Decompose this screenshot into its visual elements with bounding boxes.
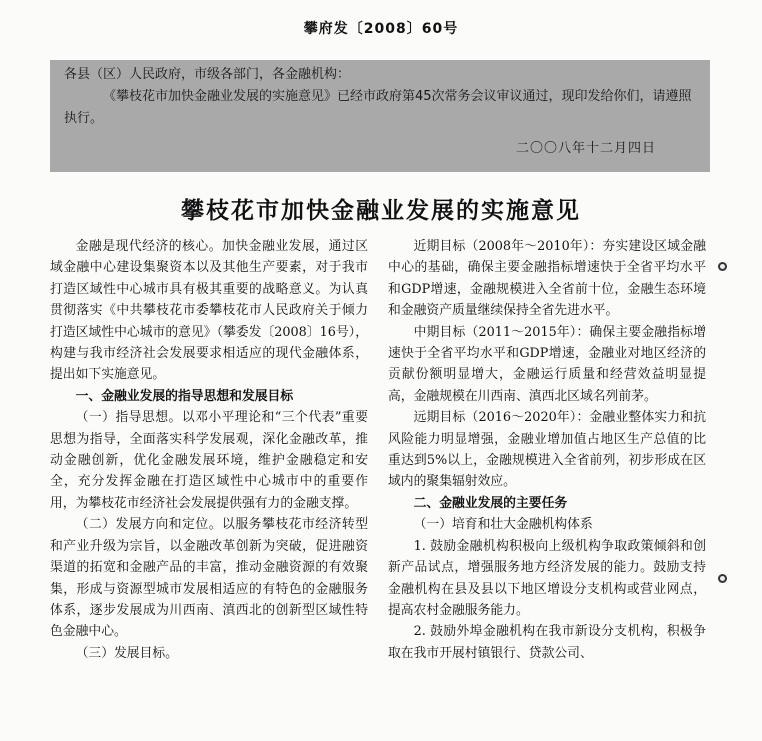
guiding-ideology-paragraph: （一）指导思想。以邓小平理论和“三个代表”重要思想为指导，全面落实科学发展观，深化金融改革，推动金融创新，优化金融发展环境，维护金融稳定和安全，充分发挥金融在打造区域性中心城市中的重要作用，为攀枝花市经济社会发展提供强有力的金融支撑。	[50, 410, 368, 511]
right-column	[388, 236, 706, 664]
notice-date: 二〇〇八年十二月四日	[515, 141, 656, 156]
section-heading-2: 二、金融业发展的主要任务	[413, 495, 568, 511]
direction-paragraph: （二）发展方向和定位。以服务攀枝花市经济转型和产业升级为宗旨，以金融改革创新为突破，促进融资渠道的拓宽和金融产品的丰富，推动金融资源的有效聚集，形成与资源型城市发展相适应的有特色的金融服务体系，逐步发展成为川西南、滇西北的创新型区域性特色金融中心。	[50, 517, 368, 640]
mid-term-goal-paragraph: 中期目标（2011～2015年）：确保主要金融指标增速快于全省平均水平和GDP增速，金融业对地区经济的贡献份额明显增大，金融运行质量和经营效益明显提高，金融规模在川西南、滇西北区域名列前茅。	[388, 324, 706, 404]
notice-body: 《攀枝花市加快金融业发展的实施意见》已经市政府第45次常务会议审议通过，现印发给你们，请遵照执行。	[64, 89, 692, 126]
section-heading-1: 一、金融业发展的指导思想和发展目标	[75, 388, 294, 404]
task-item-2: 2. 鼓励外埠金融机构在我市新设分支机构，积极争取在我市开展村镇银行、贷款公司、	[388, 624, 706, 661]
document-number: 攀府发〔2008〕60号	[303, 21, 459, 37]
notice-greeting: 各县（区）人民政府，市级各部门，各金融机构：	[64, 67, 351, 82]
sub-heading: （一）培育和壮大金融机构体系	[413, 517, 593, 533]
task-item-1: 1. 鼓励金融机构积极向上级机构争取政策倾斜和创新产品试点，增强服务地方经济发展的能力。鼓励支持金融机构在县及县以下地区增设分支机构或营业网点，提高农村金融服务能力。	[388, 538, 706, 618]
left-column	[50, 236, 368, 664]
binding-hole-mark	[718, 574, 727, 583]
notice-box	[50, 60, 710, 172]
document-title: 攀枝花市加快金融业发展的实施意见	[181, 198, 581, 224]
binding-hole-mark	[718, 262, 727, 271]
long-term-goal-paragraph: 远期目标（2016～2020年）：金融业整体实力和抗风险能力明显增强，金融业增加值占地区生产总值的比重达到5%以上，金融规模进入全省前列，初步形成在区域内的聚集辐射效应。	[388, 410, 706, 490]
intro-paragraph: 金融是现代经济的核心。加快金融业发展，通过区域金融中心建设集聚资本以及其他生产要素，对于我市打造区域性中心城市具有极其重要的战略意义。为认真贯彻落实《中共攀枝花市委攀枝花市人民政府关于倾力打造区域性中心城市的意见》（攀委发〔2008〕16号），构建与我市经济社会发展要求相适应的现代金融体系，提出如下实施意见。	[50, 239, 368, 383]
near-term-goal-paragraph: 近期目标（2008年～2010年）：夯实建设区域金融中心的基础，确保主要金融指标增速快于全省平均水平和GDP增速，金融规模进入全省前十位，金融生态环境和金融资产质量继续保持全省先进水平。	[388, 239, 706, 319]
goals-paragraph: （三）发展目标。	[75, 645, 178, 661]
